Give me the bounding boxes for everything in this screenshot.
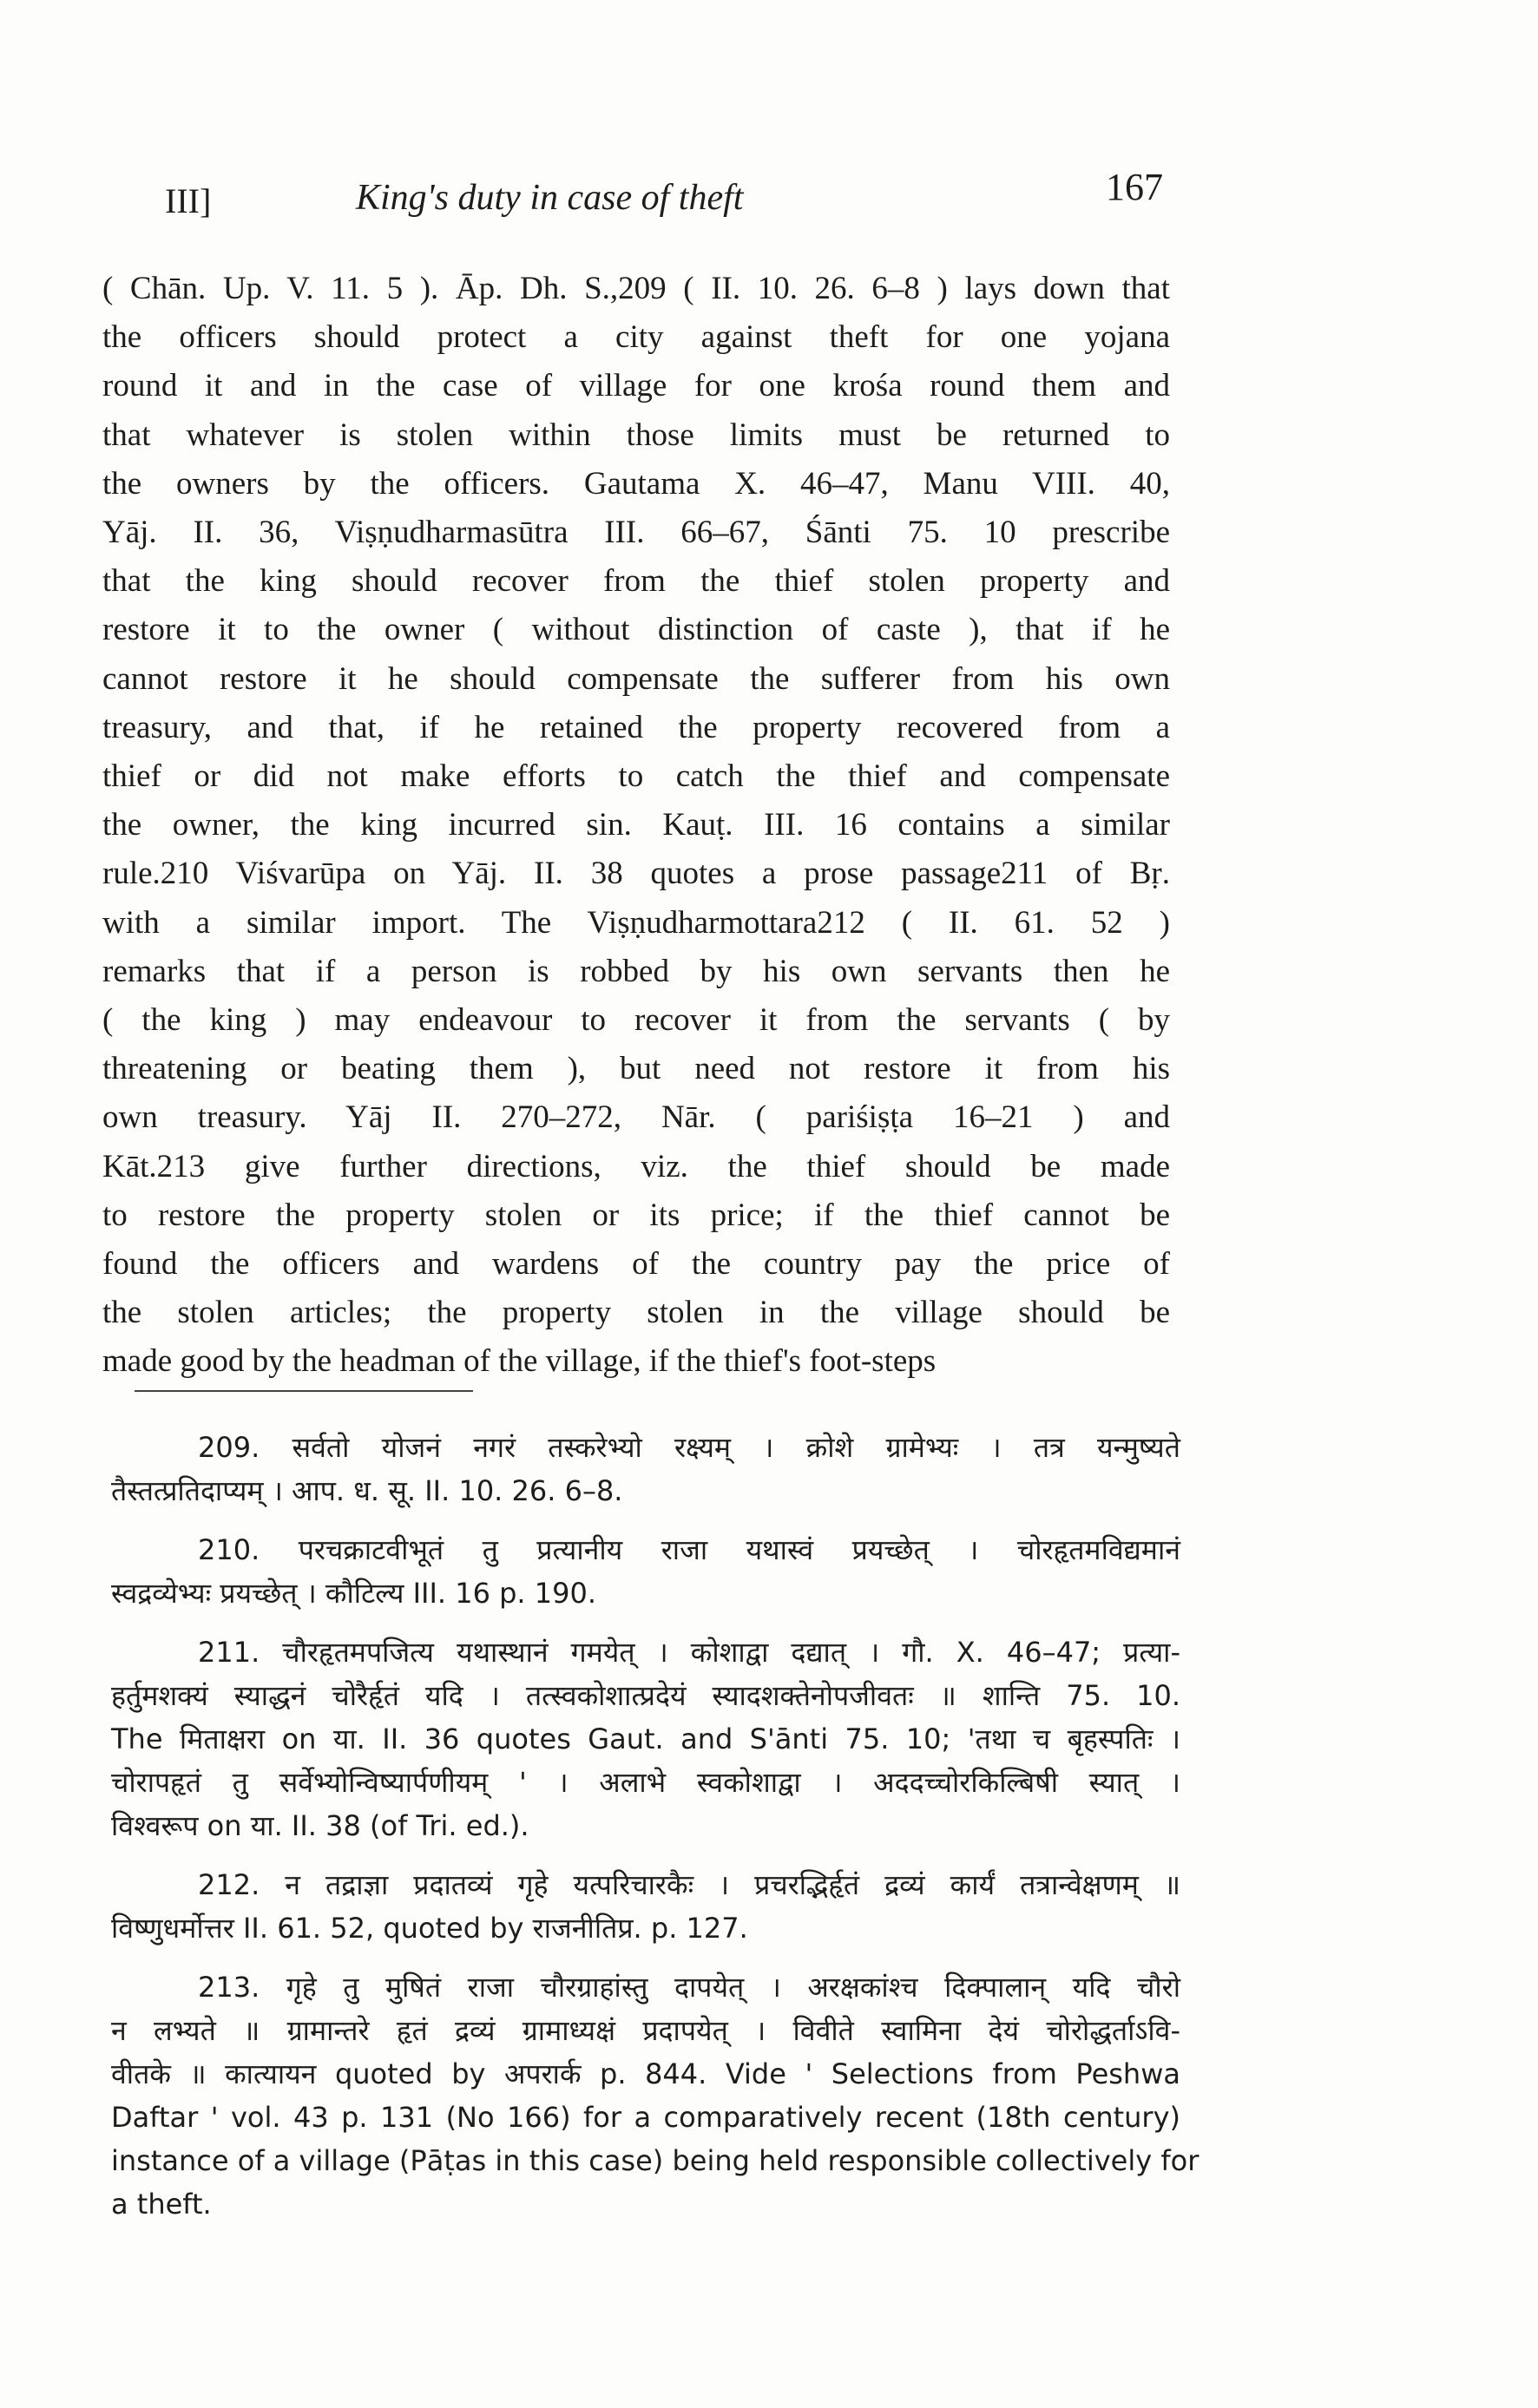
text-line: the officers should protect a city against theft for one yojana: [102, 319, 1170, 356]
text-line: found the officers and wardens of the country pay the price of: [102, 1246, 1170, 1283]
text-line: round it and in the case of village for one krośa round them and: [102, 368, 1170, 404]
footnote-211: [111, 1630, 1180, 1847]
text-line: to restore the property stolen or its price; if the thief cannot be: [102, 1197, 1170, 1233]
text-line: made good by the headman of the village, if the thief's foot-steps: [102, 1343, 937, 1380]
text-line: own treasury. Yāj II. 270–272, Nār. ( pariśiṣṭa 16–21 ) and: [102, 1099, 1170, 1136]
text-line: thief or did not make efforts to catch the thief and compensate: [102, 758, 1170, 795]
running-header: [165, 165, 1163, 234]
text-line: that the king should recover from the thief stolen property and: [102, 563, 1170, 600]
text-line: rule.210 Viśvarūpa on Yāj. II. 38 quotes a prose passage211 of Bṛ.: [102, 856, 1170, 892]
footnote-line: Daftar ' vol. 43 p. 131 (No 166) for a comparatively recent (18th century): [111, 2101, 1180, 2134]
text-line: with a similar import. The Viṣṇudharmottara212 ( II. 61. 52 ): [102, 904, 1170, 941]
footnote-line: 209. सर्वतो योजनं नगरं तस्करेभ्यो रक्ष्यम् । क्रोशे ग्रामेभ्यः । तत्र यन्मुष्यते: [198, 1431, 1180, 1464]
text-line: that whatever is stolen within those limits must be returned to: [102, 417, 1170, 453]
running-title: King's duty in case of theft: [356, 178, 744, 218]
footnote-line: तैस्तत्प्रतिदाप्यम् । आप. ध. सू. II. 10. 26. 6–8.: [111, 1474, 623, 1507]
footnote-line: 212. न तद्राज्ञा प्रदातव्यं गृहे यत्परिचारकैः । प्रचरद्भिर्हृतं द्रव्यं कार्यं तत्रान्वेक्षणम् ॥: [198, 1868, 1180, 1901]
footnote-line: वीतके ॥ कात्यायन quoted by अपरार्क p. 844. Vide ' Selections from Peshwa: [111, 2057, 1180, 2090]
text-line: remarks that if a person is robbed by his own servants then he: [102, 953, 1170, 989]
footnote-line: न लभ्यते ॥ ग्रामान्तरे हृतं द्रव्यं ग्रामाध्यक्षं प्रदापयेत् । विवीते स्वामिना देयं चोरोद्धर्ताऽवि-: [111, 2014, 1180, 2047]
footnote-line: स्वद्रव्येभ्यः प्रयच्छेत् । कौटिल्य III. 16 p. 190.: [111, 1577, 597, 1610]
footnote-line: विष्णुधर्मोत्तर II. 61. 52, quoted by राजनीतिप्र. p. 127.: [111, 1912, 748, 1945]
page-number: 167: [1106, 166, 1163, 208]
footnote-line: 213. गृहे तु मुषितं राजा चौरग्राहांस्तु दापयेत् । अरक्षकांश्च दिक्पालान् यदि चौरो: [198, 1971, 1180, 2004]
footnote-209: [111, 1426, 1180, 1512]
text-line: ( Chān. Up. V. 11. 5 ). Āp. Dh. S.,209 ( II. 10. 26. 6–8 ) lays down that: [102, 271, 1170, 306]
footnote-line: The मिताक्षरा on या. II. 36 quotes Gaut. and S'ānti 75. 10; 'तथा च बृहस्पतिः ।: [111, 1722, 1180, 1755]
footnote-210: [111, 1528, 1180, 1615]
footnote-line: चोरापहृतं तु सर्वेभ्योन्विष्यार्पणीयम् ' । अलाभे स्वकोशाद्वा । अददच्चोरकिल्बिषी स्यात् ।: [111, 1766, 1180, 1799]
text-line: ( the king ) may endeavour to recover it from the servants ( by: [102, 1002, 1170, 1039]
footnote-line: 211. चौरहृतमपजित्य यथास्थानं गमयेत् । कोशाद्वा दद्यात् । गौ. X. 46–47; प्रत्या-: [198, 1636, 1180, 1669]
text-line: restore it to the owner ( without distinction of caste ), that if he: [102, 612, 1170, 648]
footnote-line: a theft.: [111, 2188, 212, 2221]
footnote-212: [111, 1863, 1180, 1950]
text-line: Yāj. II. 36, Viṣṇudharmasūtra III. 66–67, Śānti 75. 10 prescribe: [102, 515, 1170, 551]
text-line: Kāt.213 give further directions, viz. the thief should be made: [102, 1148, 1170, 1184]
footnote-divider: [135, 1390, 473, 1392]
footnotes: [111, 1410, 1200, 2226]
footnote-line: instance of a village (Pāṭas in this case) being held responsible collectively for: [111, 2144, 1200, 2177]
text-line: the owners by the officers. Gautama X. 46–47, Manu VIII. 40,: [102, 465, 1170, 502]
text-line: the stolen articles; the property stolen in the village should be: [102, 1295, 1170, 1331]
footnote-line: हर्तुमशक्यं स्याद्धनं चोरैर्हृतं यदि । तत्स्वकोशात्प्रदेयं स्यादशक्तेनोपजीवतः ॥ शान्ति 75. 10.: [111, 1679, 1180, 1712]
footnote-line: 210. परचक्राटवीभूतं तु प्रत्यानीय राजा यथास्वं प्रयच्छेत् । चोरहृतमविद्यमानं: [198, 1533, 1180, 1566]
footnote-line: विश्वरूप on या. II. 38 (of Tri. ed.).: [111, 1809, 529, 1842]
main-text: [102, 265, 1170, 1387]
text-line: treasury, and that, if he retained the property recovered from a: [102, 709, 1170, 745]
footnote-213: [111, 1965, 1200, 2226]
text-line: threatening or beating them ), but need not restore it from his: [102, 1051, 1170, 1087]
text-line: cannot restore it he should compensate the sufferer from his own: [102, 660, 1170, 697]
section-marker: III]: [165, 181, 212, 220]
text-line: the owner, the king incurred sin. Kauṭ. III. 16 contains a similar: [102, 807, 1170, 843]
